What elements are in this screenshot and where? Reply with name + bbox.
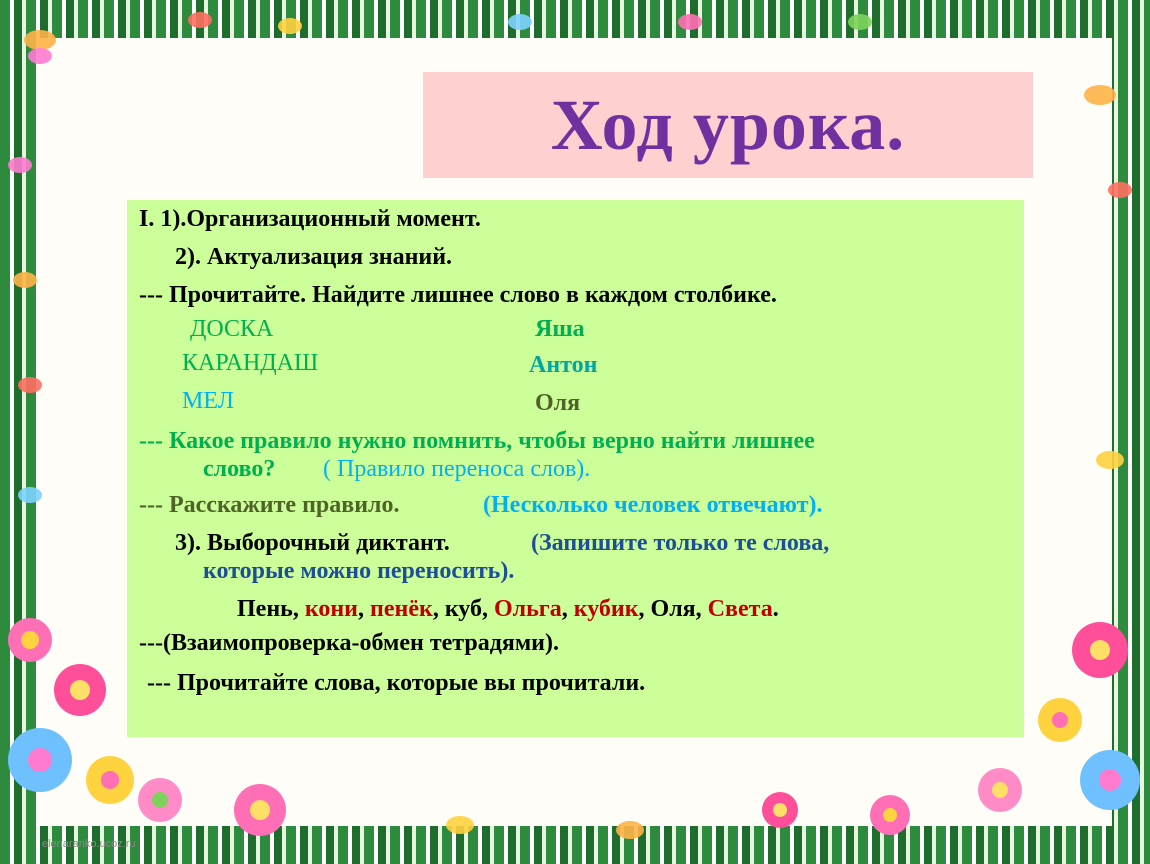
column1-word-3: МЕЛ xyxy=(182,388,234,414)
line-org-moment: I. 1).Организационный момент. xyxy=(139,206,481,232)
line-read-words: --- Прочитайте слова, которые вы прочитали. xyxy=(147,670,646,696)
dictation-words xyxy=(237,596,779,623)
column2-word-3: Оля xyxy=(535,390,581,416)
comma: , xyxy=(561,596,568,622)
word-pen: Пень, xyxy=(237,596,299,622)
period: . xyxy=(772,596,779,622)
comma: , xyxy=(358,596,365,622)
line-rule-question: --- Какое правило нужно помнить, чтобы верно найти лишнее xyxy=(139,428,815,454)
title-banner xyxy=(423,72,1033,178)
column1-word-2: КАРАНДАШ xyxy=(182,350,319,376)
lesson-content-panel xyxy=(127,200,1024,737)
column1-word-1: ДОСКА xyxy=(190,316,274,342)
line-dictation-note: (Запишите только те слова, xyxy=(531,530,830,556)
word-koni: кони xyxy=(304,596,359,622)
page-title: Ход урока. xyxy=(550,84,906,165)
line-dictation-note-cont: которые можно переносить). xyxy=(203,558,515,584)
line-read-task: --- Прочитайте. Найдите лишнее слово в каждом столбике. xyxy=(139,282,777,308)
line-rule-question-cont: слово? xyxy=(203,456,276,482)
word-kubik: кубик xyxy=(573,596,639,622)
line-tell-rule: --- Расскажите правило. xyxy=(139,492,400,518)
line-dictation: 3). Выборочный диктант. xyxy=(175,530,450,556)
word-olga: Ольга xyxy=(493,596,562,622)
comma: , xyxy=(638,596,645,622)
line-actualization: 2). Актуализация знаний. xyxy=(175,244,453,270)
word-sveta: Света xyxy=(707,596,773,622)
watermark: elenaranko.ucoz.ru xyxy=(42,838,136,850)
line-peer-check: ---(Взаимопроверка-обмен тетрадями). xyxy=(139,630,559,656)
word-olya: Оля, xyxy=(650,596,702,622)
line-tell-rule-note: (Несколько человек отвечают). xyxy=(483,492,823,518)
comma: , xyxy=(432,596,439,622)
word-penek: пенёк xyxy=(370,596,433,622)
column2-word-2: Антон xyxy=(529,352,598,378)
column2-word-1: Яша xyxy=(535,316,585,342)
word-kub: куб, xyxy=(444,596,488,622)
line-rule-answer: ( Правило переноса слов). xyxy=(323,456,591,482)
